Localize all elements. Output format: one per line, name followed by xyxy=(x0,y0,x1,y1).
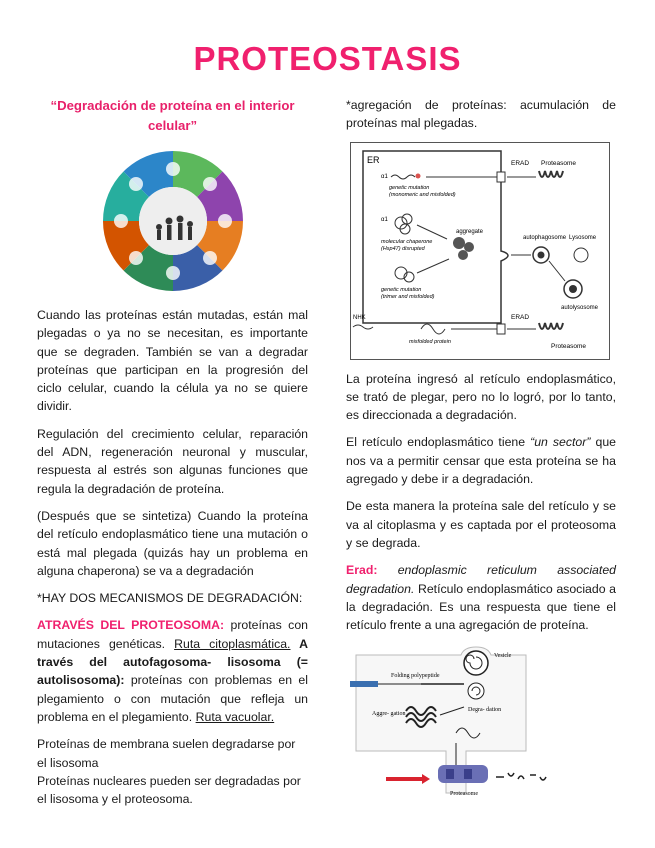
svg-text:NHK: NHK xyxy=(353,314,366,321)
svg-text:Vesicle: Vesicle xyxy=(494,653,512,660)
svg-text:autolysosome: autolysosome xyxy=(561,304,599,311)
svg-text:Proteasome: Proteasome xyxy=(450,791,478,798)
svg-text:genetic mutation: genetic mutation xyxy=(389,184,430,191)
erad-term: Erad: xyxy=(346,563,378,578)
section-subtitle: “Degradación de proteína en el interior celular” xyxy=(50,98,295,133)
proteostasis-wheel-image xyxy=(98,146,248,296)
erad-diagram xyxy=(350,142,610,360)
paragraph-two-mechanisms: *HAY DOS MECANISMOS DE DEGRADACIÓN: xyxy=(37,591,303,606)
svg-text:ERAD: ERAD xyxy=(511,159,530,167)
svg-text:ER: ER xyxy=(367,154,380,165)
paragraph-functions: Regulación del crecimiento celular, reparación del ADN, regeneración neuronal y muscular, respuesta al estrés son algunas funciones que regula la degradación de proteína. xyxy=(37,426,308,496)
svg-text:α1: α1 xyxy=(381,173,388,180)
svg-text:(monomeric and misfolded): (monomeric and misfolded) xyxy=(389,191,456,198)
svg-text:molecular chaperone: molecular chaperone xyxy=(381,238,433,245)
paragraph-erad: Erad: endoplasmic reticulum associated degradation. Retículo endoplasmático asociado a la degradación. Es una respuesta que tiene el retículo frente a una agregación de proteína. xyxy=(346,563,616,633)
paragraph-membrane-proteins: Proteínas de membrana suelen degradarse por el lisosoma xyxy=(37,737,296,770)
svg-text:(Hsp47) disrupted: (Hsp47) disrupted xyxy=(381,245,425,252)
svg-text:Aggre- gation: Aggre- gation xyxy=(372,711,406,718)
paragraph-mutated-proteins: Cuando las proteínas están mutadas, están mal plegadas o ya no se necesitan, es importante que se degraden. También se van a degradar proteínas que participan en la progresión del ciclo celular, cuando la célula ya no se quiere dividir. xyxy=(37,308,308,414)
page-title: PROTEOSTASIS xyxy=(193,40,462,77)
svg-text:Proteasome: Proteasome xyxy=(551,342,587,350)
svg-text:autophagosome: autophagosome xyxy=(523,234,567,241)
svg-text:Proteasome: Proteasome xyxy=(541,159,577,167)
svg-text:misfolded protein: misfolded protein xyxy=(409,338,451,345)
svg-text:genetic mutation: genetic mutation xyxy=(381,286,422,293)
paragraph-proteasome-capture: De esta manera la proteína sale del retículo y se va al citoplasma y es captada por el proteosoma y se degrada. xyxy=(346,499,616,550)
paragraph-er-sector: El retículo endoplasmático tiene “un sector” que nos va a permitir censar que esta proteína se ha agregado y debe ir a degradación. xyxy=(346,435,616,487)
paragraph-er-mutation: (Después que se sintetiza) Cuando la proteína del retículo endoplasmático tiene una mutación o está mal plegada (quizás hay un problema en alguna chaperona) se va a degradación xyxy=(37,508,308,578)
svg-text:Lysosome: Lysosome xyxy=(569,234,597,241)
svg-text:Folding polypeptide: Folding polypeptide xyxy=(391,673,440,680)
paragraph-er-folding: La proteína ingresó al retículo endoplasmático, se trató de plegar, pero no lo logró, por lo tanto, es direccionada a degradación. xyxy=(346,371,616,423)
paragraph-aggregation: *agregación de proteínas: acumulación de proteínas mal plegadas. xyxy=(346,98,616,131)
svg-text:(trimer and misfolded): (trimer and misfolded) xyxy=(381,293,435,300)
svg-text:aggregate: aggregate xyxy=(456,228,484,235)
svg-text:α1: α1 xyxy=(381,216,388,223)
autophagosome-heading: A través del autofagosoma- lisosoma (= autolisosoma): xyxy=(37,636,308,688)
left-column xyxy=(37,96,308,817)
svg-text:ERAD: ERAD xyxy=(511,313,530,321)
protein-folding-diagram xyxy=(346,643,608,803)
cytoplasmic-route: Ruta citoplasmática. xyxy=(174,636,291,651)
svg-text:Degra- dation: Degra- dation xyxy=(468,707,502,714)
paragraph-mechanisms: ATRAVÉS DEL PROTEOSOMA: proteínas con mutaciones genéticas. Ruta citoplasmática. A través del autofagosoma- lisosoma (= autolisosoma): proteínas con problemas en el plegamiento o con mutación que refleja un problema en el plegamiento. Ruta vacuolar. xyxy=(37,618,308,724)
paragraph-nuclear-proteins: Proteínas nucleares pueden ser degradadas por el lisosoma y el proteosoma. xyxy=(37,773,301,807)
proteasome-heading: ATRAVÉS DEL PROTEOSOMA: xyxy=(37,618,225,633)
right-column xyxy=(346,96,616,803)
vacuolar-route: Ruta vacuolar. xyxy=(195,709,275,724)
